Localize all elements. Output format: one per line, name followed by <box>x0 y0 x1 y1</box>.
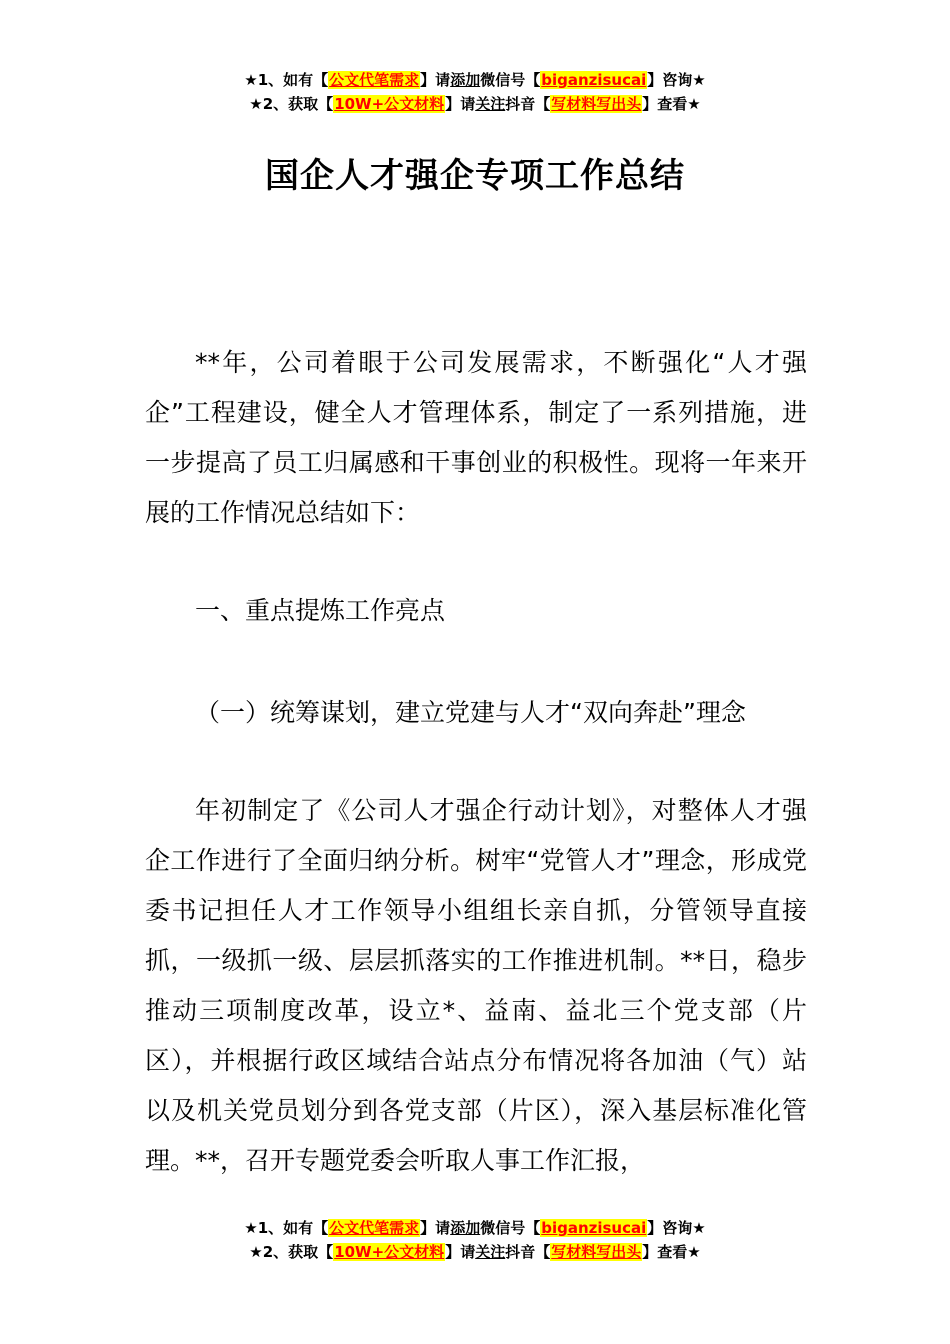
highlight-douyin-account: 写材料写出头 <box>551 1243 642 1261</box>
highlight-wechat-id: biganzisucai <box>541 71 647 89</box>
intro-paragraph: **年，公司着眼于公司发展需求，不断强化“人才强企”工程建设，健全人才管理体系，制定了一系列措施，进一步提高了员工归属感和干事创业的积极性。现将一年来开展的工作情况总结如下： <box>145 348 807 527</box>
section-heading: 一、重点提炼工作亮点 <box>195 596 446 625</box>
highlight-wechat-id: biganzisucai <box>541 1219 647 1237</box>
highlight-ghostwriting: 公文代笔需求 <box>329 1219 420 1237</box>
highlight-douyin-account: 写材料写出头 <box>551 95 642 113</box>
document-title: 国企人才强企专项工作总结 <box>265 156 685 196</box>
footer-banner <box>0 1216 950 1264</box>
banner-line-1: ★1、如有【公文代笔需求】请添加微信号【biganzisucai】咨询★ <box>244 1219 706 1237</box>
body-paragraph: 年初制定了《公司人才强企行动计划》，对整体人才强企工作进行了全面归纳分析。树牢“党管人才”理念，形成党委书记担任人才工作领导小组组长亲自抓，分管领导直接抓，一级抓一级、层层抓落实的工作推进机制。**日，稳步推动三项制度改革，设立*、益南、益北三个党支部（片区），并根据行政区域结合站点分布情况将各加油（气）站以及机关党员划分到各党支部（片区），深入基层标准化管理。**，召开专题党委会听取人事工作汇报， <box>145 796 807 1175</box>
banner-line-2: ★2、获取【10W+公文材料】请关注抖音【写材料写出头】查看★ <box>249 1243 701 1261</box>
subsection-heading: （一）统筹谋划，建立党建与人才“双向奔赴”理念 <box>195 698 746 727</box>
highlight-materials: 10W+公文材料 <box>334 1243 445 1261</box>
highlight-materials: 10W+公文材料 <box>334 95 445 113</box>
highlight-ghostwriting: 公文代笔需求 <box>329 71 420 89</box>
header-banner <box>0 68 950 116</box>
banner-line-1: ★1、如有【公文代笔需求】请添加微信号【biganzisucai】咨询★ <box>244 71 706 89</box>
banner-line-2: ★2、获取【10W+公文材料】请关注抖音【写材料写出头】查看★ <box>249 95 701 113</box>
